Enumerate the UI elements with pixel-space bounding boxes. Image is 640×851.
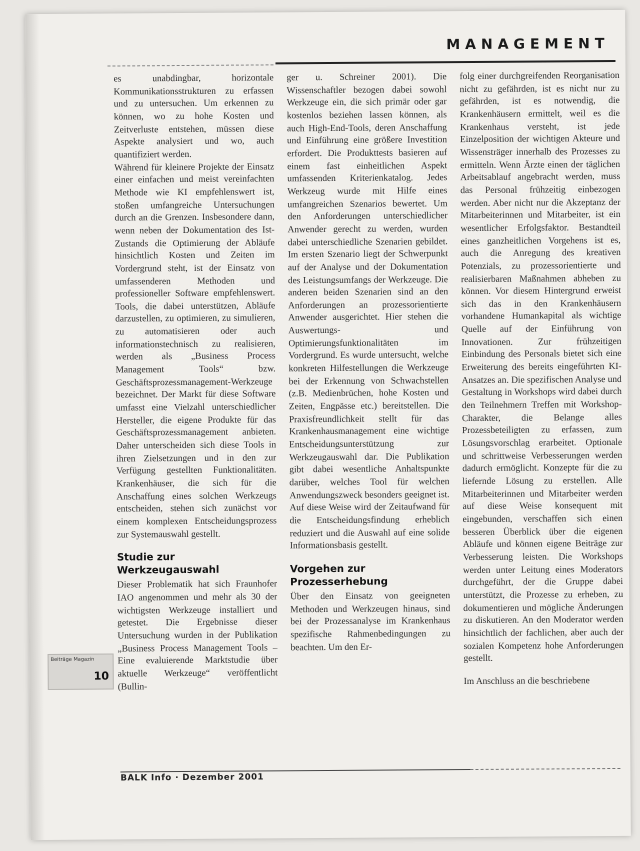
text-column-2 (287, 71, 451, 712)
footer-dashed-rule (470, 768, 620, 770)
column2-paragraph-1: ger u. Schreiner 2001). Die Wissenschaftler bezogen dabei sowohl Werkzeuge ein, die sich primär oder gar kostenlos beziehen lassen können, als auch High-End-Tools, deren Anschaffung und Einführung eine größere Investition erfordert. Die Produkttests basieren auf einem fast einheitlichen Aspekt umfassenden Kriterienkatalog. Jedes Werkzeug wurde mit Hilfe eines umfangreichen Szenarios bewertet. Um den Anforderungen unterschiedlicher Anwender gerecht zu werden, wurden dabei unterschiedliche Szenarien gebildet. Im ersten Szenario liegt der Schwerpunkt auf der Analyse und der Dokumentation des Leistungsumfangs der Werkzeuge. Die anderen beiden Szenarien sind an den Anforderungen an prozessorientierte Anwender ausgerichtet. Hier stehen die Auswertungs- und Optimierungsfunktionalitäten im Vordergrund. Es wurde untersucht, welche konkreten Hilfestellungen die Werkzeuge bei der Erkennung von Schwachstellen (z.B. Medienbrüchen, hohe Kosten und Zeiten, Engpässe etc.) bereitstellen. Die Praxisfreundlichkeit stellt für das Krankenhausmanagement eine wichtige Entscheidungsunterstützung zur Werkzeugauswahl dar. Die Publikation gibt dabei wesentliche Anhaltspunkte darüber, welches Tool für welchen Anwendungszweck besonders geeignet ist. Auf diese Weise wird der Zeitaufwand für die Entscheidungsfindung erheblich reduziert und die Auswahl auf eine solide Informationsbasis gestellt. (286, 72, 450, 552)
text-column-1 (114, 72, 278, 713)
footer (120, 769, 470, 784)
footer-label: BALK Info · Dezember 2001 (120, 772, 264, 784)
document-page (25, 10, 631, 840)
column1-paragraph-1: es unabdingbar, horizontale Kommunikationsstrukturen zu erfassen und zu untersuchen. Um erkennen zu können, wo zu hohe Kosten und Zeitverluste entstehen, müssen diese Aspekte analysiert und wo, auch quantifiziert werden. (113, 73, 275, 161)
column1-subhead: Studie zur Werkzeugauswahl (116, 552, 220, 577)
section-header (275, 36, 615, 64)
page-number: 10 (93, 669, 110, 683)
side-tab-label: Beiträge Magazin (50, 656, 95, 663)
column3-paragraph-1: folg einer durchgreifenden Reorganisation nicht zu gefährden, ist es nicht nur zu gefährden, ist es notwendig, die Krankenhäusern ermittelt, weil es die Krankenhaus versteht, ist jede Einzelposition der wichtigen Akteure und Wissensträger innerhalb des Prozesses zu ermitteln. Wenn Ärzte einen der täglichen Arbeitsablauf angebracht werden, muss das Personal frühzeitig einbezogen werden. Aber nicht nur die Akzeptanz der Mitarbeiterinnen und Mitarbeiter, ist ein wesentlicher Erfolgsfaktor. Bestandteil eines ganzheitlichen Vorgehens ist es, auch die Anregung des kreativen Potenzials, zu prozessorientierte und realisierbaren Maßnahmen abheben zu können. Vor diesem Hintergrund erweist sich das in den Krankenhäusern vorhandene Humankapital als wichtige Quelle auf der Einführung von Innovationen. Zur frühzeitigen Einbindung des Personals bietet sich eine Erweiterung des bereits eingeführten KI-Ansatzes an. Die spezifischen Analyse und Gestaltung in Workshops wird dabei durch den Teilnehmern Treffen mit Workshop-Charakter, die Belange alles Prozessbeteiligten zu erfassen, zum Lösungsvorschlag erarbeitet. Optionale und schrittweise Verbesserungen werden dadurch ermöglicht. Konzepte für die zu liefernde Lösung zu erstellen. Alle Mitarbeiterinnen und Mitarbeiter werden auf diese Weise konsequent mit eingebunden, verschaffen sich einen besseren Überblick über die eigenen Abläufe und können eigene Beiträge zur Verbesserung leisten. Die Workshops werden unter Leitung eines Moderators durchgeführt, der die Gruppe dabei unterstützt, die Prozesse zu erheben, zu dokumentieren und mögliche Änderungen zu diskutieren. An den Moderator werden hinsichtlich der fachlichen, aber auch der sozialen Kompetenz hohe Anforderungen gestellt. (459, 70, 624, 665)
column2-subhead: Vorgehen zur Prozesserhebung (289, 563, 388, 589)
column1-paragraph-2: Während für kleinere Projekte der Einsatz einer einfachen und meist vereinfachten Methode wie KI empfehlenswert ist, stoßen umfangreiche Untersuchungen durch an die Grenzen. Insbesondere dann, wenn neben der Dokumentation des Ist-Zustands die Optimierung der Abläufe hinsichtlich Kosten und Zeiten im Vordergrund steht, ist der Einsatz von umfassenderen Methoden und professioneller Software empfehlenswert. Tools, die dabei unterstützen, Abläufe darzustellen, zu optimieren, zu simulieren, zu automatisieren oder auch informationstechnisch zu realisieren, werden als „Business Process Management Tools“ bzw. Geschäftsprozessmanagement-Werkzeuge bezeichnet. Der Markt für diese Software umfasst eine Vielzahl unterschiedlicher Hersteller, die eigene Produkte für das Geschäftsprozessmanagement anbieten. Daher unterscheiden sich diese Tools in ihren Zielsetzungen und in den zur Verfügung gestellten Funktionalitäten. Krankenhäuser, die sich für die Anschaffung eines solchen Werkzeugs entscheiden, stehen sich zunächst vor einem komplexen Entscheidungsprozess zur Systemauswahl gestellt. (114, 161, 277, 541)
header-dashed-rule (107, 64, 273, 66)
column3-paragraph-2: Im Anschluss an die beschriebene (463, 676, 590, 687)
page-binding-shadow (25, 14, 45, 840)
column2-paragraph-2: Über den Einsatz von geeigneten Methoden und Werkzeugen hinaus, sind bei der Prozessanalyse im Krankenhaus spezifische Rahmenbedingungen zu beachten. Um den Er- (290, 591, 451, 653)
section-title: MANAGEMENT (446, 36, 610, 54)
column1-paragraph-3: Dieser Problematik hat sich Fraunhofer IAO angenommen und mehr als 30 der wichtigsten Werkzeuge installiert und getestet. Die Ergebnisse dieser Untersuchung wurden in der Publikation „Business Process Management Tools – Eine evaluierende Marktstudie über aktuelle Werkzeuge“ veröffentlicht (Bullin- (117, 579, 278, 693)
text-column-3 (460, 70, 625, 761)
